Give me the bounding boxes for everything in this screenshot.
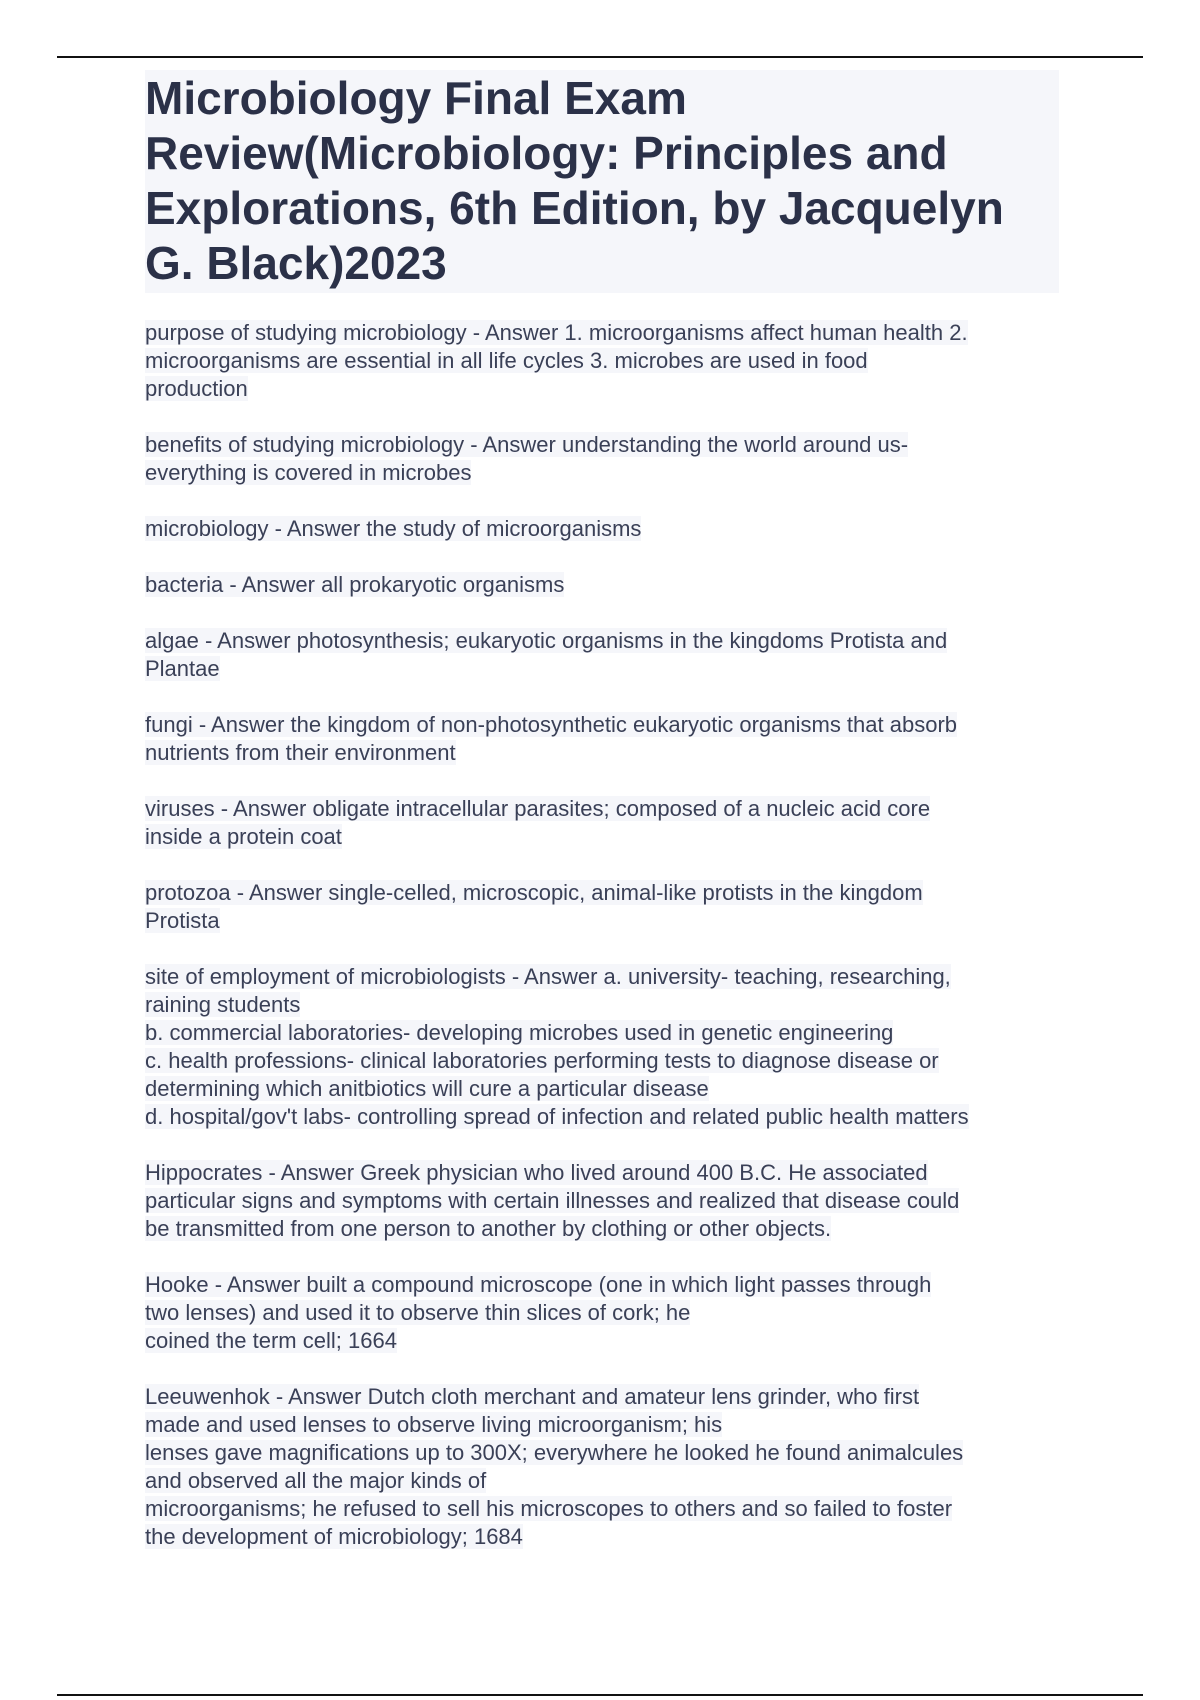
entry-line: c. health professions- clinical laboratories performing tests to diagnose disease or	[145, 1048, 939, 1073]
entry-line: fungi - Answer the kingdom of non-photosynthetic eukaryotic organisms that absorb	[145, 712, 958, 737]
entry-hooke	[145, 1271, 1059, 1355]
entry-line: determining which anitbiotics will cure a particular disease	[145, 1076, 709, 1101]
entry-line: benefits of studying microbiology - Answer understanding the world around us-	[145, 432, 909, 457]
entry-line: purpose of studying microbiology - Answer 1. microorganisms affect human health 2.	[145, 320, 968, 345]
document-content	[145, 70, 1059, 1579]
entry-line: Hippocrates - Answer Greek physician who lived around 400 B.C. He associated	[145, 1160, 928, 1185]
entry-line: d. hospital/gov't labs- controlling spread of infection and related public health matters	[145, 1104, 969, 1129]
top-rule	[57, 56, 1143, 58]
entry-protozoa	[145, 879, 1059, 935]
entry-line: production	[145, 376, 248, 401]
entry-line: lenses gave magnifications up to 300X; everywhere he looked he found animalcules	[145, 1440, 964, 1465]
entry-line: inside a protein coat	[145, 824, 342, 849]
entry-line: raining students	[145, 992, 301, 1017]
entry-line: microorganisms; he refused to sell his microscopes to others and so failed to foster	[145, 1496, 953, 1521]
entry-line: the development of microbiology; 1684	[145, 1524, 523, 1549]
entry-line: nutrients from their environment	[145, 740, 456, 765]
entry-line: protozoa - Answer single-celled, microscopic, animal-like protists in the kingdom	[145, 880, 923, 905]
entry-line: Hooke - Answer built a compound microscope (one in which light passes through	[145, 1272, 932, 1297]
entry-line: microbiology - Answer the study of microorganisms	[145, 516, 642, 541]
entry-line: everything is covered in microbes	[145, 460, 472, 485]
entry-viruses	[145, 795, 1059, 851]
entry-site-of-employment	[145, 963, 1059, 1131]
entry-purpose-of-studying-microbiology	[145, 319, 1059, 403]
entry-benefits-of-studying-microbiology	[145, 431, 1059, 487]
entry-list	[145, 319, 1059, 1551]
entry-line: bacteria - Answer all prokaryotic organisms	[145, 572, 565, 597]
document-title: Microbiology Final Exam Review(Microbiology: Principles and Explorations, 6th Edition, by Jacquelyn G. Black)2023	[145, 70, 1059, 293]
entry-line: coined the term cell; 1664	[145, 1328, 397, 1353]
entry-line: site of employment of microbiologists - Answer a. university- teaching, researching,	[145, 964, 951, 989]
entry-microbiology	[145, 515, 1059, 543]
bottom-rule	[57, 1694, 1143, 1696]
entry-line: Leeuwenhok - Answer Dutch cloth merchant and amateur lens grinder, who first	[145, 1384, 920, 1409]
entry-line: particular signs and symptoms with certain illnesses and realized that disease could	[145, 1188, 960, 1213]
entry-line: two lenses) and used it to observe thin slices of cork; he	[145, 1300, 691, 1325]
entry-line: made and used lenses to observe living microorganism; his	[145, 1412, 723, 1437]
entry-algae	[145, 627, 1059, 683]
entry-hippocrates	[145, 1159, 1059, 1243]
entry-line: Protista	[145, 908, 220, 933]
entry-line: Plantae	[145, 656, 220, 681]
entry-leeuwenhok	[145, 1383, 1059, 1551]
entry-line: microorganisms are essential in all life cycles 3. microbes are used in food	[145, 348, 868, 373]
entry-bacteria	[145, 571, 1059, 599]
entry-line: be transmitted from one person to another by clothing or other objects.	[145, 1216, 832, 1241]
entry-line: algae - Answer photosynthesis; eukaryotic organisms in the kingdoms Protista and	[145, 628, 948, 653]
entry-line: b. commercial laboratories- developing microbes used in genetic engineering	[145, 1020, 894, 1045]
entry-line: and observed all the major kinds of	[145, 1468, 487, 1493]
entry-fungi	[145, 711, 1059, 767]
entry-line: viruses - Answer obligate intracellular parasites; composed of a nucleic acid core	[145, 796, 931, 821]
